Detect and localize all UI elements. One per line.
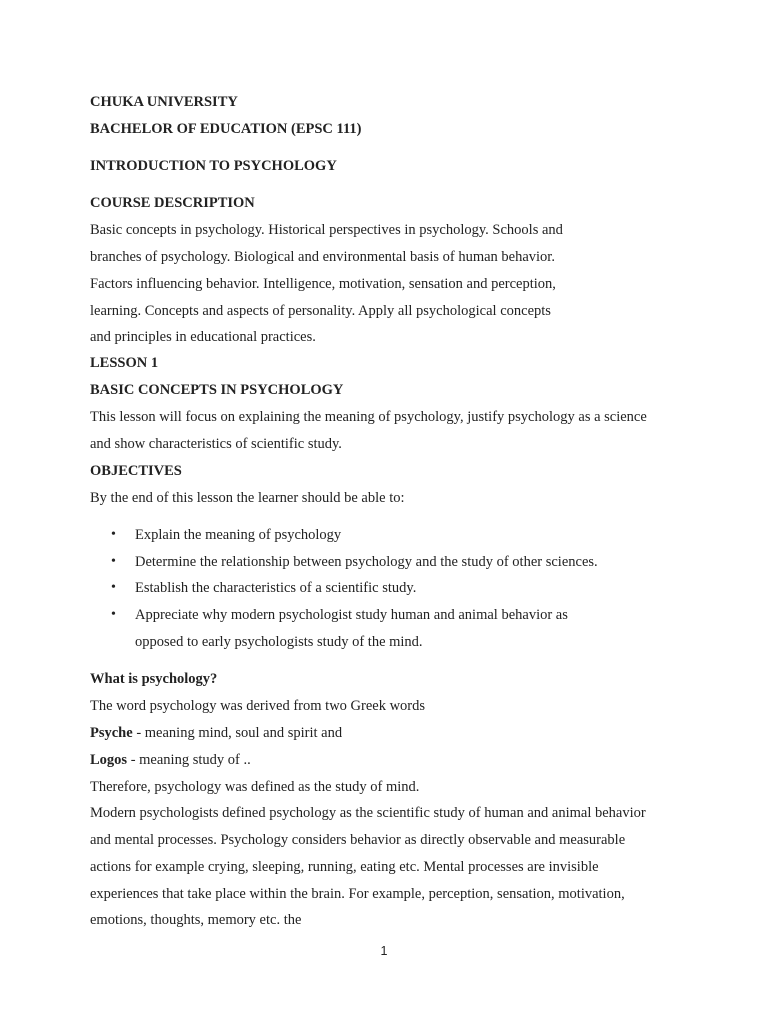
paragraph-line: emotions, thoughts, memory etc. the	[90, 912, 302, 928]
course-title: INTRODUCTION TO PSYCHOLOGY	[90, 158, 337, 174]
course-description-line: and principles in educational practices.	[90, 329, 316, 345]
lesson-number: LESSON 1	[90, 355, 159, 371]
lesson-intro-line: This lesson will focus on explaining the meaning of psychology, justify psychology as a science	[90, 409, 647, 425]
psyche-definition	[90, 724, 342, 742]
greek-words-line: The word psychology was derived from two Greek words	[90, 698, 426, 714]
logos-definition	[90, 751, 251, 769]
programme-title: BACHELOR OF EDUCATION (EPSC 111)	[90, 121, 362, 137]
page-number: 1	[380, 944, 388, 958]
objective-item-continuation: opposed to early psychologists study of the mind.	[135, 634, 423, 650]
objectives-heading: OBJECTIVES	[90, 463, 182, 479]
bullet-icon: •	[111, 580, 116, 595]
paragraph-line: actions for example crying, sleeping, running, eating etc. Mental processes are invisible	[90, 859, 599, 875]
paragraph-line: experiences that take place within the brain. For example, perception, sensation, motivation,	[90, 886, 625, 902]
course-description-line: branches of psychology. Biological and environmental basis of human behavior.	[90, 249, 555, 265]
psyche-meaning: - meaning mind, soul and spirit and	[132, 725, 343, 741]
lesson-intro-line: and show characteristics of scientific study.	[90, 436, 342, 452]
bullet-icon: •	[111, 607, 116, 622]
logos-term: Logos	[90, 752, 128, 768]
course-description-line: Basic concepts in psychology. Historical perspectives in psychology. Schools and	[90, 222, 563, 238]
paragraph-line: and mental processes. Psychology considers behavior as directly observable and measurable	[90, 832, 626, 848]
paragraph-line: Modern psychologists defined psychology as the scientific study of human and animal behavior	[90, 805, 646, 821]
objective-item: Establish the characteristics of a scientific study.	[135, 580, 417, 596]
lesson-title: BASIC CONCEPTS IN PSYCHOLOGY	[90, 382, 344, 398]
objective-item: Explain the meaning of psychology	[135, 527, 342, 543]
university-name: CHUKA UNIVERSITY	[90, 94, 238, 110]
bullet-icon: •	[111, 554, 116, 569]
logos-meaning: - meaning study of ..	[127, 752, 251, 768]
course-description-line: learning. Concepts and aspects of personality. Apply all psychological concepts	[90, 303, 551, 319]
bullet-icon: •	[111, 527, 116, 542]
objective-item: Appreciate why modern psychologist study human and animal behavior as	[135, 607, 568, 623]
objectives-intro: By the end of this lesson the learner should be able to:	[90, 490, 405, 506]
definition-line: Therefore, psychology was defined as the study of mind.	[90, 779, 420, 795]
course-description-line: Factors influencing behavior. Intelligence, motivation, sensation and perception,	[90, 276, 556, 292]
what-is-psychology-heading: What is psychology?	[90, 671, 218, 687]
course-description-heading: COURSE DESCRIPTION	[90, 195, 255, 211]
psyche-term: Psyche	[90, 725, 133, 741]
objective-item: Determine the relationship between psychology and the study of other sciences.	[135, 554, 598, 570]
